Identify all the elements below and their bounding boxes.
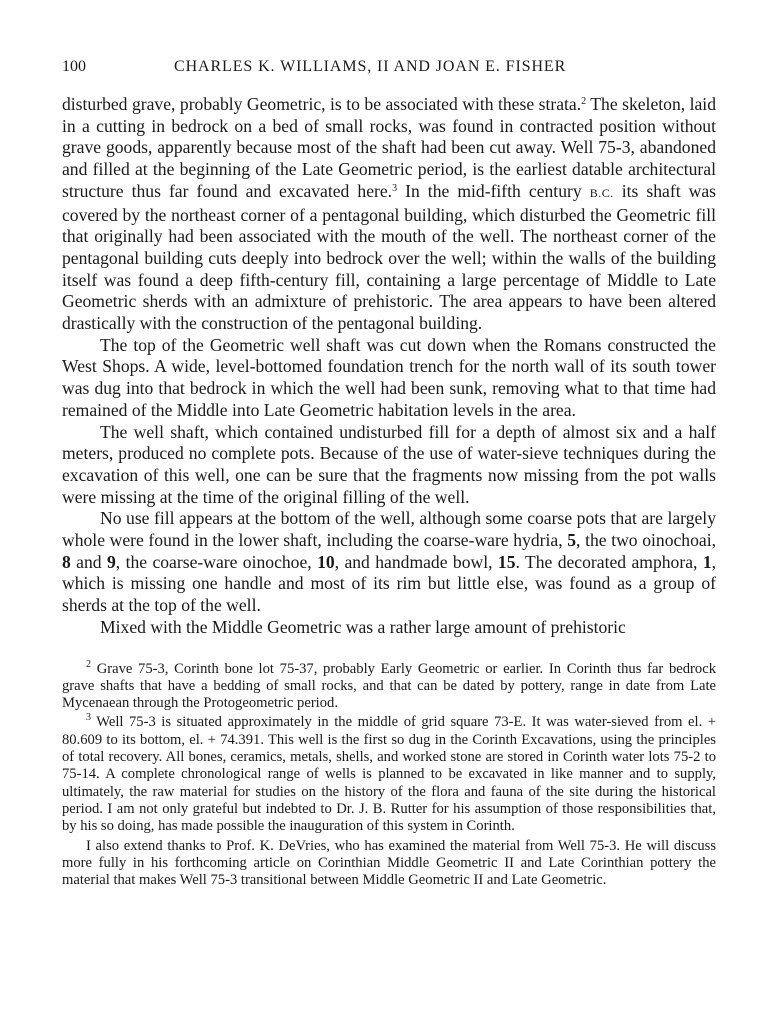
catalog-number: 9 — [106, 551, 116, 572]
footnote-ref-2[interactable]: 2 — [581, 96, 587, 107]
paragraph-4: No use fill appears at the bottom of the well, although some coarse pots that are largely whole were found in the lower shaft, including the coarse-ware hydria, 5, the two oinochoai, 8 and 9, the coarse-ware oinochoe, 10, and handmade bowl, 15. The decorated amphora, 1, which is missing one handle and most of its rim but little else, was found as a group of sherds at the top of the well. — [62, 508, 717, 616]
footnote-2: $^2$ Grave 75-3, Corinth bone lot 75-37, probably Early Geometric or earlier. In Corinth thus far bedrock grave shafts that have a bedding of small rocks, and that can be dated by pottery, range in date from Late Mycenaean through the Protogeometric period. — [62, 658, 716, 712]
page-number: 100 — [62, 58, 86, 75]
paragraph-3: The well shaft, which contained undisturbed fill for a depth of almost six and a half meters, produced no complete pots. Because of the use of water-sieve techniques during the excavation of this well, one can be sure that the fragments now missing from the pot walls were missing at the time of the original filling of the well. — [62, 421, 716, 507]
paragraph-5: Mixed with the Middle Geometric was a rather large amount of prehistoric — [100, 616, 626, 637]
page — [62, 58, 716, 891]
paragraph-1: disturbed grave, probably Geometric, is to be associated with these strata.$^2$ The skeleton, laid in a cutting in bedrock on a bed of small rocks, was found in contracted position without grave goods, apparently because most of the shaft had been cut away. Well 75-3, abandoned and filled at the beginning of the Late Geometric period, is the earliest datable architectural structure thus far found and excavated here.$^3$ In the mid-fifth century B.C. its shaft was covered by the northeast corner of a pentagonal building, which disturbed the Geometric fill that originally had been associated with the mouth of the well. The northeast corner of the pentagonal building cuts deeply into bedrock over the well; within the walls of the building itself was found a deep fifth-century fill, containing a large percentage of Middle to Late Geometric sherds with an admixture of prehistoric. The area appears to have been altered drastically with the construction of the pentagonal building. — [62, 94, 716, 334]
footnote-ref-3[interactable]: 3 — [392, 182, 398, 194]
body-text — [62, 94, 716, 639]
footnotes — [62, 658, 716, 890]
footnote-3-continuation: I also extend thanks to Prof. K. DeVries, who has examined the material from Well 75-3. He will discuss more fully in his forthcoming article on Corinthian Middle Geometric II and Late Corinthian pottery the material that makes Well 75-3 transitional between Middle Geometric II and Late Geometric. — [62, 837, 716, 889]
paragraph-2: The top of the Geometric well shaft was cut down when the Romans constructed the West Shops. A wide, level-bottomed foundation trench for the north wall of its south tower was dug into that bedrock in which the well had been sunk, removing what to that time had remained of the Middle into Late Geometric habitation levels in the area. — [62, 334, 716, 420]
catalog-number: 15 — [497, 551, 516, 572]
running-head: CHARLES K. WILLIAMS, II AND JOAN E. FISHER — [174, 58, 567, 75]
footnote-marker: 3 — [86, 712, 91, 724]
catalog-number: 10 — [317, 551, 335, 572]
catalog-number: 5 — [567, 530, 577, 551]
page-header — [62, 58, 716, 86]
catalog-number: 1 — [702, 551, 712, 572]
footnote-3: $^3$ Well 75-3 is situated approximately in the middle of grid square 73-E. It was water-sieved from el. + 80.609 to its bottom, el. + 74.391. This well is the first so dug in the Corinth Excavations, using the principles of total recovery. All bones, ceramics, metals, shells, and worked stone are stored in Corinth water lots 75-2 to 75-14. A complete chronological range of wells is planned to be excavated in like manner and to supply, ultimately, the raw material for studies on the history of the flora and fauna of the site during the historical period. I am not only grateful but indebted to Dr. J. B. Rutter for his assumption of those responsibilities that, by his so doing, has made possible the inauguration of this system in Corinth. — [62, 712, 716, 835]
footnote-marker: 2 — [86, 658, 91, 670]
catalog-number: 8 — [62, 551, 71, 572]
era-abbreviation: B.C. — [589, 185, 614, 200]
